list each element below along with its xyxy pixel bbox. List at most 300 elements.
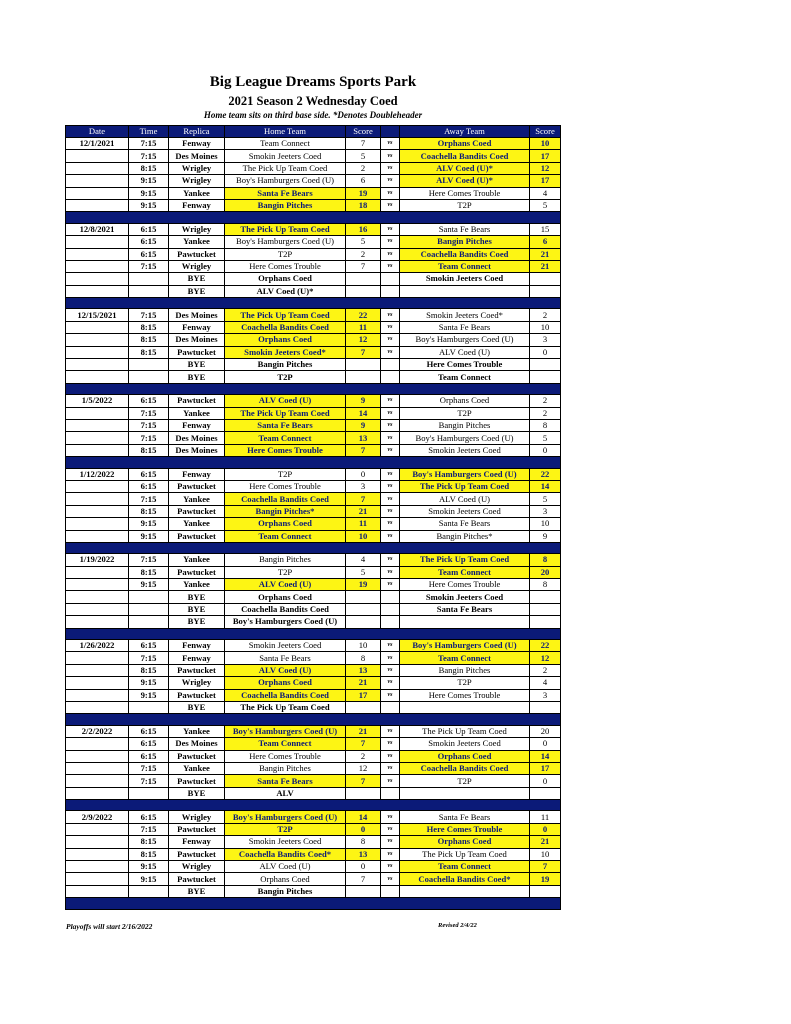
bye-home-score [346,591,381,603]
game-field: Pawtucket [169,689,225,701]
home-team: Smokin Jeeters Coed [225,836,346,848]
game-date [66,848,129,860]
away-score: 0 [530,346,561,358]
vs-label: vs [381,823,400,835]
header-replica: Replica [169,126,225,138]
game-time: 9:15 [129,873,169,885]
home-team: Santa Fe Bears [225,419,346,431]
separator-bar [66,542,561,553]
away-score: 17 [530,762,561,774]
away-team: T2P [400,199,530,211]
game-time: 7:15 [129,493,169,505]
away-team: Boy's Hamburgers Coed (U) [400,468,530,480]
game-row [66,248,561,260]
bye-home-score [346,701,381,713]
game-time: 7:15 [129,432,169,444]
game-row [66,236,561,248]
game-row [66,150,561,162]
home-team: Team Connect [225,432,346,444]
away-team: Team Connect [400,861,530,873]
bye-time-cell [129,701,169,713]
game-field: Wrigley [169,223,225,235]
away-team: Coachella Bandits Coed [400,248,530,260]
bye-away-team [400,701,530,713]
game-date [66,823,129,835]
game-field: Wrigley [169,175,225,187]
game-date [66,836,129,848]
away-team: Smokin Jeeters Coed [400,444,530,456]
vs-label: vs [381,554,400,566]
away-score: 5 [530,432,561,444]
bye-time-cell [129,591,169,603]
week-separator [66,714,561,725]
home-score: 14 [346,811,381,823]
header-vs [381,126,400,138]
away-team: Team Connect [400,652,530,664]
game-date [66,493,129,505]
game-date: 2/9/2022 [66,811,129,823]
bye-row [66,285,561,297]
home-team: Here Comes Trouble [225,260,346,272]
week-separator [66,800,561,811]
game-field: Fenway [169,138,225,150]
bye-row [66,787,561,799]
game-row [66,530,561,542]
bye-home-score [346,787,381,799]
home-team: The Pick Up Team Coed [225,223,346,235]
away-team: ALV Coed (U)* [400,162,530,174]
home-score: 5 [346,150,381,162]
game-row [66,199,561,211]
game-row [66,664,561,676]
bye-away-score [530,285,561,297]
home-team: Here Comes Trouble [225,750,346,762]
game-row [66,677,561,689]
game-date [66,518,129,530]
vs-label: vs [381,579,400,591]
game-field: Wrigley [169,260,225,272]
game-time: 9:15 [129,861,169,873]
home-team: Orphans Coed [225,334,346,346]
away-score: 17 [530,175,561,187]
game-row [66,518,561,530]
bye-home-team: Orphans Coed [225,273,346,285]
game-date [66,505,129,517]
game-row [66,750,561,762]
game-date: 1/19/2022 [66,554,129,566]
home-score: 11 [346,321,381,333]
game-row [66,811,561,823]
vs-label: vs [381,762,400,774]
away-team: Bangin Pitches* [400,530,530,542]
separator-bar [66,714,561,725]
game-field: Yankee [169,493,225,505]
away-score: 15 [530,223,561,235]
bye-label: BYE [169,701,225,713]
bye-date-cell [66,591,129,603]
week-separator [66,542,561,553]
bye-time-cell [129,885,169,897]
vs-label: vs [381,493,400,505]
home-score: 5 [346,236,381,248]
vs-label: vs [381,861,400,873]
game-time: 6:15 [129,738,169,750]
away-score: 12 [530,162,561,174]
game-field: Pawtucket [169,664,225,676]
game-row [66,861,561,873]
vs-label: vs [381,334,400,346]
home-team: Boy's Hamburgers Coed (U) [225,725,346,737]
game-date [66,738,129,750]
bye-label: BYE [169,603,225,615]
vs-label: vs [381,836,400,848]
away-team: Orphans Coed [400,138,530,150]
game-time: 6:15 [129,236,169,248]
vs-label: vs [381,873,400,885]
game-time: 6:15 [129,750,169,762]
away-team: Bangin Pitches [400,419,530,431]
home-team: The Pick Up Team Coed [225,309,346,321]
game-date [66,175,129,187]
bye-away-score [530,603,561,615]
home-team: T2P [225,823,346,835]
home-team: T2P [225,468,346,480]
away-score: 4 [530,677,561,689]
game-field: Des Moines [169,738,225,750]
header-home-score: Score [346,126,381,138]
game-time: 9:15 [129,689,169,701]
game-time: 9:15 [129,175,169,187]
away-score: 10 [530,321,561,333]
game-date [66,530,129,542]
away-team: Santa Fe Bears [400,518,530,530]
bye-away-score [530,885,561,897]
vs-label: vs [381,309,400,321]
game-date: 1/5/2022 [66,395,129,407]
vs-label: vs [381,175,400,187]
game-field: Yankee [169,579,225,591]
game-field: Yankee [169,554,225,566]
home-team: Coachella Bandits Coed* [225,848,346,860]
game-row [66,566,561,578]
game-field: Pawtucket [169,248,225,260]
away-score: 0 [530,738,561,750]
game-date: 12/1/2021 [66,138,129,150]
game-time: 7:15 [129,407,169,419]
bye-away-score [530,591,561,603]
game-date [66,762,129,774]
bye-home-team: T2P [225,371,346,383]
bye-label: BYE [169,359,225,371]
game-time: 8:15 [129,444,169,456]
bye-label: BYE [169,787,225,799]
home-score: 9 [346,395,381,407]
away-team: Bangin Pitches [400,664,530,676]
bye-away-score [530,359,561,371]
home-team: Coachella Bandits Coed [225,321,346,333]
game-time: 7:15 [129,419,169,431]
home-score: 17 [346,689,381,701]
game-row [66,260,561,272]
game-field: Fenway [169,836,225,848]
away-score: 10 [530,848,561,860]
game-time: 8:15 [129,664,169,676]
game-field: Pawtucket [169,848,225,860]
game-date [66,187,129,199]
bye-home-team: Bangin Pitches [225,359,346,371]
home-score: 9 [346,419,381,431]
vs-label: vs [381,162,400,174]
away-score: 2 [530,309,561,321]
away-team: Here Comes Trouble [400,823,530,835]
game-time: 6:15 [129,811,169,823]
away-team: Orphans Coed [400,750,530,762]
game-date [66,248,129,260]
game-date: 12/15/2021 [66,309,129,321]
week-separator [66,457,561,468]
bye-time-cell [129,273,169,285]
game-time: 6:15 [129,395,169,407]
home-score: 10 [346,640,381,652]
game-row [66,505,561,517]
game-date [66,321,129,333]
game-row [66,480,561,492]
bye-home-score [346,616,381,628]
home-score: 18 [346,199,381,211]
home-score: 7 [346,775,381,787]
game-row [66,407,561,419]
game-date [66,566,129,578]
game-time: 7:15 [129,823,169,835]
bye-home-team: Boy's Hamburgers Coed (U) [225,616,346,628]
bye-label: BYE [169,273,225,285]
vs-label: vs [381,652,400,664]
away-score: 22 [530,640,561,652]
away-team: Smokin Jeeters Coed [400,505,530,517]
away-score: 2 [530,664,561,676]
away-team: Orphans Coed [400,836,530,848]
bye-home-team: Coachella Bandits Coed [225,603,346,615]
vs-label: vs [381,468,400,480]
game-date [66,199,129,211]
home-score: 5 [346,566,381,578]
home-score: 3 [346,480,381,492]
home-team: ALV Coed (U) [225,395,346,407]
game-field: Fenway [169,652,225,664]
home-score: 0 [346,823,381,835]
away-score: 12 [530,652,561,664]
home-score: 7 [346,260,381,272]
header-row [66,126,561,138]
away-score: 0 [530,444,561,456]
away-score: 2 [530,407,561,419]
away-score: 0 [530,775,561,787]
home-score: 8 [346,652,381,664]
home-score: 13 [346,664,381,676]
game-field: Pawtucket [169,750,225,762]
away-team: Team Connect [400,566,530,578]
vs-label: vs [381,236,400,248]
home-team: Here Comes Trouble [225,480,346,492]
header-home-team: Home Team [225,126,346,138]
vs-label: vs [381,518,400,530]
header-date: Date [66,126,129,138]
game-row [66,334,561,346]
home-team: T2P [225,566,346,578]
game-field: Pawtucket [169,505,225,517]
home-score: 13 [346,432,381,444]
away-team: ALV Coed (U)* [400,175,530,187]
home-team: Bangin Pitches [225,554,346,566]
home-score: 7 [346,738,381,750]
game-time: 9:15 [129,579,169,591]
home-team: Bangin Pitches [225,762,346,774]
vs-label: vs [381,150,400,162]
game-time: 7:15 [129,775,169,787]
game-date [66,664,129,676]
game-row [66,652,561,664]
game-time: 8:15 [129,346,169,358]
game-time: 8:15 [129,505,169,517]
game-field: Pawtucket [169,395,225,407]
home-score: 22 [346,309,381,321]
header-away-score: Score [530,126,561,138]
game-row [66,823,561,835]
game-field: Pawtucket [169,775,225,787]
game-date: 12/8/2021 [66,223,129,235]
bye-home-team: Bangin Pitches [225,885,346,897]
away-score: 17 [530,150,561,162]
bye-date-cell [66,701,129,713]
home-score: 2 [346,750,381,762]
game-time: 6:15 [129,248,169,260]
bye-time-cell [129,603,169,615]
home-team: Team Connect [225,530,346,542]
vs-label: vs [381,199,400,211]
vs-label: vs [381,775,400,787]
home-team: Bangin Pitches [225,199,346,211]
game-field: Pawtucket [169,823,225,835]
away-team: The Pick Up Team Coed [400,725,530,737]
game-row [66,187,561,199]
header-away-team: Away Team [400,126,530,138]
table-footer-bar [66,898,561,909]
home-team: Orphans Coed [225,873,346,885]
bye-row [66,359,561,371]
game-date [66,419,129,431]
home-team: T2P [225,248,346,260]
game-row [66,395,561,407]
away-team: Smokin Jeeters Coed [400,738,530,750]
away-score: 7 [530,861,561,873]
vs-label: vs [381,750,400,762]
game-row [66,162,561,174]
home-score: 10 [346,530,381,542]
game-date [66,407,129,419]
game-row [66,223,561,235]
game-field: Des Moines [169,432,225,444]
away-team: ALV Coed (U) [400,493,530,505]
header-time: Time [129,126,169,138]
vs-label: vs [381,848,400,860]
bye-row [66,603,561,615]
away-team: Santa Fe Bears [400,321,530,333]
away-score: 5 [530,493,561,505]
home-score: 12 [346,334,381,346]
away-score: 14 [530,480,561,492]
away-score: 4 [530,187,561,199]
away-score: 19 [530,873,561,885]
game-field: Yankee [169,762,225,774]
week-separator [66,298,561,309]
bye-vs-cell [381,273,400,285]
away-score: 21 [530,248,561,260]
bye-row [66,885,561,897]
game-row [66,640,561,652]
away-team: Santa Fe Bears [400,811,530,823]
game-row [66,175,561,187]
away-score: 10 [530,518,561,530]
home-score: 14 [346,407,381,419]
home-score: 7 [346,346,381,358]
game-time: 7:15 [129,652,169,664]
away-score: 20 [530,725,561,737]
bye-time-cell [129,787,169,799]
game-row [66,848,561,860]
game-date [66,480,129,492]
away-score: 6 [530,236,561,248]
separator-bar [66,212,561,223]
bye-vs-cell [381,787,400,799]
away-team: Santa Fe Bears [400,223,530,235]
vs-label: vs [381,321,400,333]
game-field: Fenway [169,640,225,652]
separator-bar [66,898,561,909]
bye-home-score [346,285,381,297]
home-team: Santa Fe Bears [225,652,346,664]
away-team: Boy's Hamburgers Coed (U) [400,432,530,444]
home-team: Team Connect [225,738,346,750]
home-score: 13 [346,848,381,860]
vs-label: vs [381,811,400,823]
bye-away-team: Smokin Jeeters Coed [400,591,530,603]
schedule-note: Home team sits on third base side. *Denotes Doubleheader [203,110,423,120]
game-row [66,309,561,321]
away-score: 10 [530,138,561,150]
game-time: 7:15 [129,762,169,774]
away-score: 8 [530,419,561,431]
vs-label: vs [381,677,400,689]
game-row [66,346,561,358]
bye-row [66,273,561,285]
game-row [66,725,561,737]
bye-away-score [530,371,561,383]
bye-date-cell [66,371,129,383]
home-team: Here Comes Trouble [225,444,346,456]
game-field: Des Moines [169,444,225,456]
bye-date-cell [66,285,129,297]
away-team: T2P [400,677,530,689]
bye-row [66,371,561,383]
bye-away-score [530,701,561,713]
bye-vs-cell [381,591,400,603]
game-field: Pawtucket [169,530,225,542]
bye-away-team: Team Connect [400,371,530,383]
home-score: 12 [346,762,381,774]
game-field: Pawtucket [169,346,225,358]
home-team: Coachella Bandits Coed [225,493,346,505]
home-score: 11 [346,518,381,530]
